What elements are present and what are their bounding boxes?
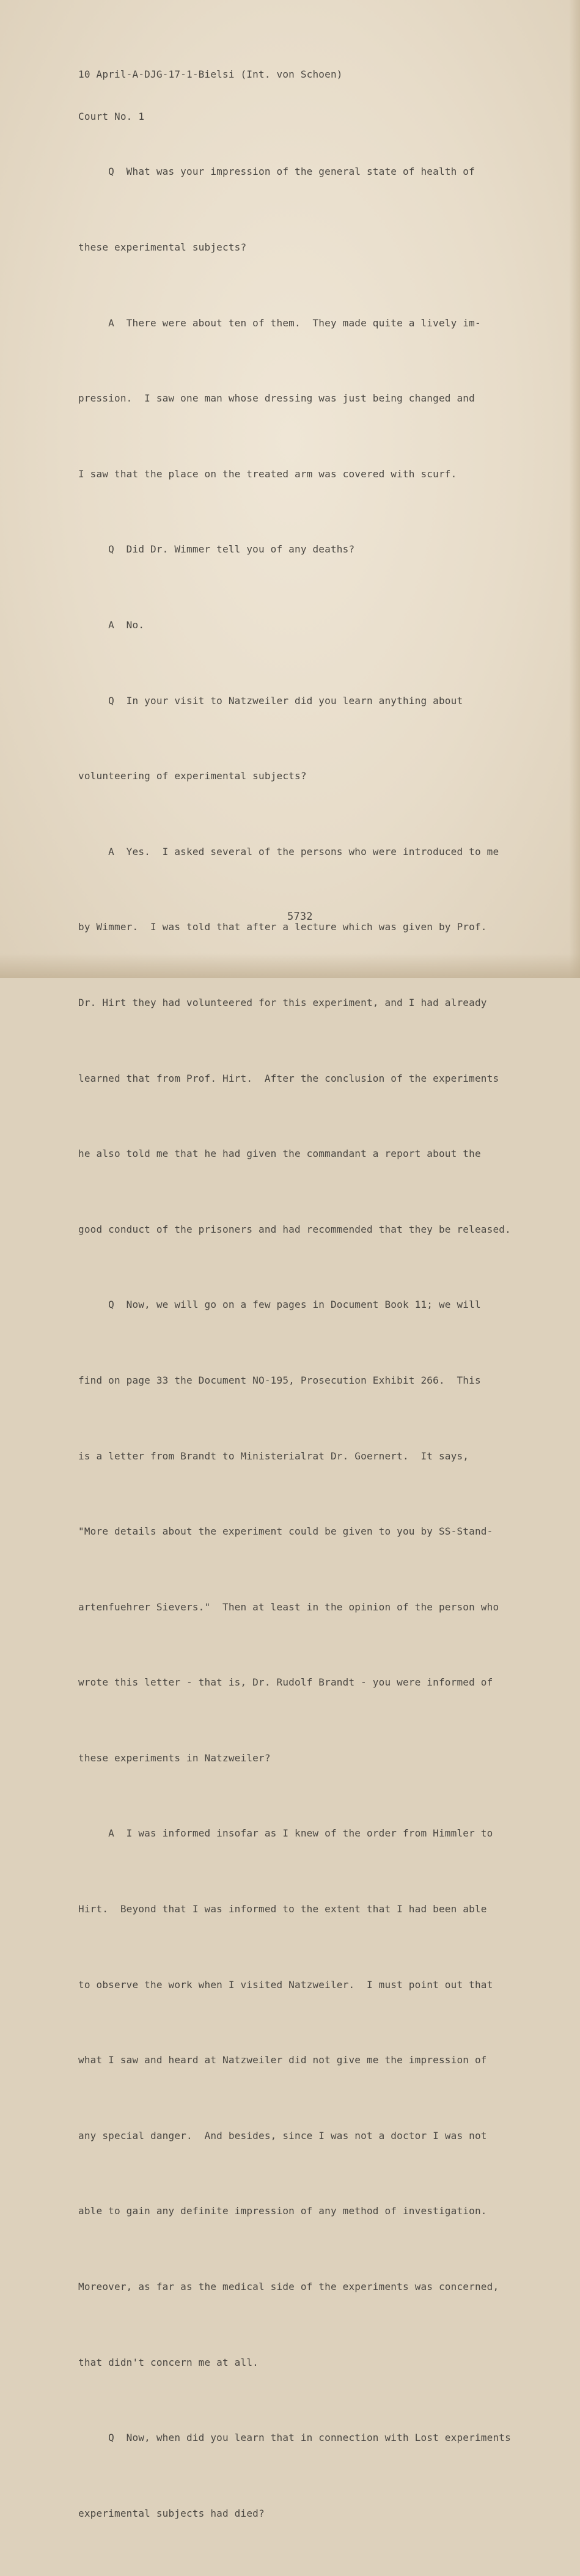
- transcript-line: pression. I saw one man whose dressing was just being changed and: [78, 392, 475, 405]
- transcript-line: is a letter from Brandt to Ministerialrat Dr. Goernert. It says,: [78, 1450, 469, 1462]
- transcript-line: A I was informed insofar as I knew of the order from Himmler to: [78, 1827, 493, 1840]
- transcript-line: that didn't concern me at all.: [78, 2356, 259, 2368]
- transcript-line: "More details about the experiment could be given to you by SS-Stand-: [78, 1525, 493, 1538]
- transcript-line: artenfuehrer Sievers." Then at least in the opinion of the person who: [78, 1601, 499, 1613]
- transcript-line: A There were about ten of them. They made quite a lively im-: [78, 317, 481, 329]
- transcript-line: volunteering of experimental subjects?: [78, 770, 307, 782]
- transcript-line: A No.: [78, 618, 145, 631]
- transcript-line: Q What was your impression of the general state of health of: [78, 166, 475, 178]
- page-number: 5732: [287, 911, 313, 923]
- transcript-line: he also told me that he had given the commandant a report about the: [78, 1148, 481, 1160]
- transcript-line: Q In your visit to Natzweiler did you learn anything about: [78, 694, 463, 706]
- transcript-line: A Yes. I asked several of the persons who were introduced to me: [78, 845, 499, 857]
- transcript-line: these experiments in Natzweiler?: [78, 1752, 271, 1764]
- transcript-line: good conduct of the prisoners and had recommended that they be released.: [78, 1223, 511, 1235]
- transcript-line: what I saw and heard at Natzweiler did not give me the impression of: [78, 2054, 487, 2066]
- transcript-line: Hirt. Beyond that I was informed to the extent that I had been able: [78, 1903, 487, 1915]
- transcript-line: these experimental subjects?: [78, 241, 247, 253]
- header-line-court: Court No. 1: [78, 111, 145, 122]
- transcript-line: Q Did Dr. Wimmer tell you of any deaths?: [78, 543, 355, 556]
- paper-edge-shadow-right: [569, 0, 580, 978]
- transcript-line: wrote this letter - that is, Dr. Rudolf Brandt - you were informed of: [78, 1676, 493, 1689]
- transcript-line: Moreover, as far as the medical side of the experiments was concerned,: [78, 2281, 499, 2293]
- header-line-case-reference: 10 April-A-DJG-17-1-Bielsi (Int. von Schoen): [78, 68, 343, 80]
- transcript-line: by Wimmer. I was told that after a lecture which was given by Prof.: [78, 921, 487, 933]
- transcript-line: find on page 33 the Document NO-195, Prosecution Exhibit 266. This: [78, 1374, 481, 1386]
- transcript-line: experimental subjects had died?: [78, 2507, 265, 2519]
- transcript-line: Q Now, we will go on a few pages in Document Book 11; we will: [78, 1299, 481, 1311]
- transcript-line: to observe the work when I visited Natzweiler. I must point out that: [78, 1978, 493, 1991]
- transcript-line: I saw that the place on the treated arm was covered with scurf.: [78, 468, 457, 480]
- transcript-line: Dr. Hirt they had volunteered for this experiment, and I had already: [78, 996, 487, 1008]
- transcript-body: [78, 109, 511, 2576]
- transcript-line: able to gain any definite impression of any method of investigation.: [78, 2205, 487, 2217]
- transcript-line: any special danger. And besides, since I was not a doctor I was not: [78, 2129, 487, 2141]
- transcript-line: learned that from Prof. Hirt. After the conclusion of the experiments: [78, 1072, 499, 1084]
- transcript-line: Q Now, when did you learn that in connection with Lost experiments: [78, 2432, 511, 2444]
